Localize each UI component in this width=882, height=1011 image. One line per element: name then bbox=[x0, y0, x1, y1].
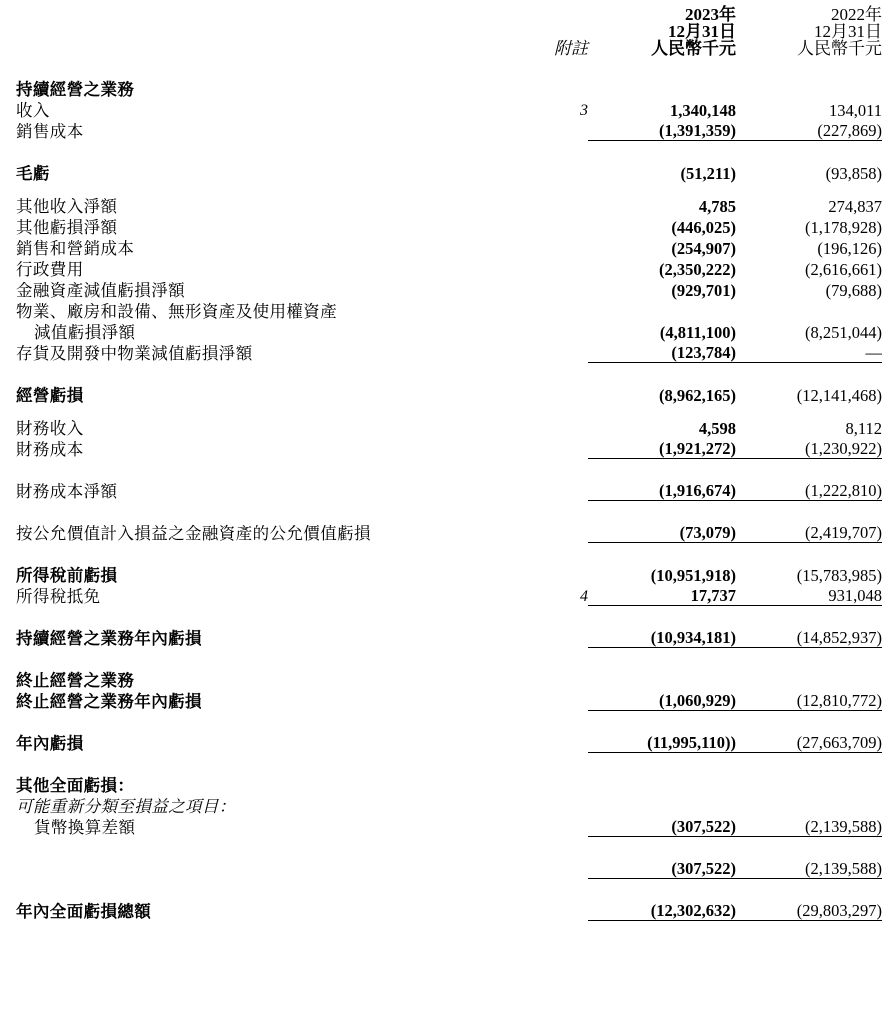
row-label: 毛虧 bbox=[16, 163, 50, 183]
row-value-previous-year: (2,419,707) bbox=[736, 521, 882, 542]
row-value-previous-year: (1,222,810) bbox=[736, 479, 882, 500]
table-row bbox=[16, 98, 882, 119]
row-value-previous-year bbox=[736, 668, 882, 689]
row-label: 其他虧損淨額 bbox=[16, 217, 118, 237]
table-header bbox=[16, 6, 882, 77]
table-row bbox=[16, 626, 882, 647]
row-note-reference bbox=[522, 899, 588, 920]
rule-spacer bbox=[16, 752, 882, 761]
rule-spacer bbox=[16, 140, 882, 149]
row-value-previous-year: (2,139,588) bbox=[736, 857, 882, 878]
table-row bbox=[16, 437, 882, 458]
header-current-unit: 人民幣千元 bbox=[651, 39, 736, 58]
table-row bbox=[16, 341, 882, 362]
row-note-reference bbox=[522, 320, 588, 341]
row-value-previous-year: (12,810,772) bbox=[736, 689, 882, 710]
row-value-previous-year: (27,663,709) bbox=[736, 731, 882, 752]
row-note-reference bbox=[522, 119, 588, 140]
row-label: 物業、廠房和設備、無形資產及使用權資產 bbox=[16, 301, 338, 321]
row-value-current-year: 1,340,148 bbox=[670, 100, 736, 120]
row-label: 可能重新分類至損益之項目： bbox=[16, 796, 236, 816]
header-spacer bbox=[16, 57, 882, 77]
row-spacer bbox=[16, 509, 882, 521]
row-spacer bbox=[16, 149, 882, 161]
row-value-current-year: (73,079) bbox=[588, 521, 736, 542]
header-previous-unit: 人民幣千元 bbox=[797, 39, 882, 58]
rule-spacer bbox=[16, 647, 882, 656]
row-label: 減值虧損淨額 bbox=[34, 322, 136, 342]
header-note-blank-2 bbox=[522, 23, 588, 40]
row-value-previous-year: (14,852,937) bbox=[736, 626, 882, 647]
row-value-previous-year: (1,178,928) bbox=[805, 217, 882, 237]
row-note-reference bbox=[522, 278, 588, 299]
table-row bbox=[16, 689, 882, 710]
row-value-current-year bbox=[588, 668, 736, 689]
row-label: 所得稅前虧損 bbox=[16, 565, 118, 585]
row-spacer bbox=[16, 845, 882, 857]
header-blank-2 bbox=[16, 23, 522, 40]
row-value-previous-year bbox=[736, 77, 882, 98]
row-note-reference bbox=[522, 383, 588, 404]
row-note-reference bbox=[522, 626, 588, 647]
row-value-current-year: (10,951,918) bbox=[650, 565, 736, 585]
row-label: 貨幣換算差額 bbox=[34, 817, 136, 837]
row-value-current-year: (307,522) bbox=[588, 815, 736, 836]
row-spacer bbox=[16, 467, 882, 479]
rule-spacer bbox=[16, 920, 882, 929]
table-row bbox=[16, 584, 882, 605]
row-value-current-year: (307,522) bbox=[588, 857, 736, 878]
table-body bbox=[16, 77, 882, 929]
table-row bbox=[16, 161, 882, 182]
table-row bbox=[16, 668, 882, 689]
header-current-date: 12月31日 bbox=[668, 22, 736, 41]
row-note-reference bbox=[522, 437, 588, 458]
row-value-previous-year bbox=[736, 299, 882, 320]
row-value-previous-year: (79,688) bbox=[825, 280, 882, 300]
rule-spacer bbox=[16, 500, 882, 509]
row-value-previous-year: 931,048 bbox=[736, 584, 882, 605]
row-label: 終止經營之業務 bbox=[16, 670, 135, 690]
row-spacer bbox=[16, 719, 882, 731]
row-note-reference: 3 bbox=[580, 102, 588, 119]
row-label: 財務成本淨額 bbox=[16, 481, 118, 501]
row-note-reference bbox=[522, 773, 588, 794]
row-value-current-year: 4,598 bbox=[698, 418, 736, 438]
header-blank-3 bbox=[16, 40, 522, 57]
row-spacer bbox=[16, 656, 882, 668]
row-label: 收入 bbox=[16, 100, 50, 120]
row-value-previous-year: — bbox=[736, 341, 882, 362]
row-note-reference bbox=[522, 668, 588, 689]
row-note-reference bbox=[522, 815, 588, 836]
row-label: 經營虧損 bbox=[16, 385, 84, 405]
header-previous-year: 2022年 bbox=[831, 5, 882, 24]
row-label: 財務成本 bbox=[16, 439, 84, 459]
table-row bbox=[16, 320, 882, 341]
table-row bbox=[16, 416, 882, 437]
row-value-current-year bbox=[588, 794, 736, 815]
row-label: 終止經營之業務年內虧損 bbox=[16, 691, 202, 711]
row-value-current-year: 17,737 bbox=[588, 584, 736, 605]
row-label: 按公允價值計入損益之金融資產的公允價值虧損 bbox=[16, 523, 371, 543]
row-label: 存貨及開發中物業減值虧損淨額 bbox=[16, 343, 253, 363]
row-value-current-year: (2,350,222) bbox=[659, 259, 736, 279]
row-note-reference bbox=[522, 299, 588, 320]
header-blank bbox=[16, 6, 522, 23]
table-row bbox=[16, 899, 882, 920]
table-row bbox=[16, 383, 882, 404]
row-value-current-year: (8,962,165) bbox=[659, 385, 736, 405]
row-note-reference bbox=[522, 341, 588, 362]
row-label: 財務收入 bbox=[16, 418, 84, 438]
table-row bbox=[16, 857, 882, 878]
rule-spacer bbox=[16, 836, 882, 845]
row-value-previous-year: (2,616,661) bbox=[805, 259, 882, 279]
row-note-reference bbox=[522, 563, 588, 584]
table-row bbox=[16, 278, 882, 299]
rule-spacer bbox=[16, 710, 882, 719]
row-note-reference bbox=[522, 479, 588, 500]
table-row bbox=[16, 815, 882, 836]
header-previous-date: 12月31日 bbox=[814, 22, 882, 41]
row-spacer bbox=[16, 371, 882, 383]
row-note-reference bbox=[522, 416, 588, 437]
row-note-reference bbox=[522, 236, 588, 257]
header-row-date bbox=[16, 23, 882, 40]
row-label: 年內虧損 bbox=[16, 733, 84, 753]
table-row bbox=[16, 731, 882, 752]
row-value-previous-year: (29,803,297) bbox=[736, 899, 882, 920]
row-note-reference bbox=[522, 857, 588, 878]
rule-spacer bbox=[16, 605, 882, 614]
row-label: 持續經營之業務年內虧損 bbox=[16, 628, 202, 648]
row-value-current-year: (12,302,632) bbox=[588, 899, 736, 920]
row-value-current-year bbox=[588, 77, 736, 98]
row-value-previous-year: (12,141,468) bbox=[796, 385, 882, 405]
row-value-current-year: (1,916,674) bbox=[588, 479, 736, 500]
row-note-reference bbox=[522, 194, 588, 215]
table-row bbox=[16, 794, 882, 815]
row-label: 行政費用 bbox=[16, 259, 84, 279]
row-label: 所得稅抵免 bbox=[16, 586, 101, 606]
row-note-reference bbox=[522, 161, 588, 182]
table-row bbox=[16, 236, 882, 257]
table-row bbox=[16, 521, 882, 542]
row-value-current-year: (1,060,929) bbox=[588, 689, 736, 710]
income-statement-table bbox=[16, 6, 882, 929]
row-value-previous-year: 134,011 bbox=[828, 100, 882, 120]
header-note-label: 附註 bbox=[554, 39, 588, 58]
row-value-previous-year: (196,126) bbox=[817, 238, 882, 258]
row-value-previous-year: (227,869) bbox=[736, 119, 882, 140]
row-value-current-year: (51,211) bbox=[680, 163, 736, 183]
row-label: 其他全面虧損： bbox=[16, 775, 135, 795]
row-spacer bbox=[16, 614, 882, 626]
row-spacer bbox=[16, 404, 882, 416]
row-note-reference bbox=[522, 257, 588, 278]
table-row bbox=[16, 215, 882, 236]
row-value-current-year bbox=[588, 299, 736, 320]
row-value-previous-year: (8,251,044) bbox=[805, 322, 882, 342]
row-note-reference bbox=[522, 521, 588, 542]
rule-spacer bbox=[16, 878, 882, 887]
row-value-previous-year: (1,230,922) bbox=[736, 437, 882, 458]
row-value-current-year: (10,934,181) bbox=[588, 626, 736, 647]
header-current-year: 2023年 bbox=[685, 5, 736, 24]
row-spacer bbox=[16, 887, 882, 899]
row-note-reference bbox=[522, 794, 588, 815]
row-value-previous-year: (15,783,985) bbox=[796, 565, 882, 585]
table-row bbox=[16, 257, 882, 278]
row-note-reference bbox=[522, 731, 588, 752]
table-row bbox=[16, 77, 882, 98]
row-label: 銷售和營銷成本 bbox=[16, 238, 135, 258]
row-value-previous-year bbox=[736, 794, 882, 815]
row-value-current-year: (123,784) bbox=[588, 341, 736, 362]
row-value-current-year: 4,785 bbox=[698, 196, 736, 216]
row-value-current-year: (4,811,100) bbox=[659, 322, 736, 342]
table-row bbox=[16, 563, 882, 584]
table-row bbox=[16, 479, 882, 500]
header-row-unit bbox=[16, 40, 882, 57]
rule-spacer bbox=[16, 458, 882, 467]
row-spacer bbox=[16, 551, 882, 563]
row-note-reference bbox=[522, 215, 588, 236]
row-label: 其他收入淨額 bbox=[16, 196, 118, 216]
rule-spacer bbox=[16, 362, 882, 371]
row-value-current-year: (1,921,272) bbox=[588, 437, 736, 458]
row-value-current-year: (446,025) bbox=[671, 217, 736, 237]
row-label: 金融資產減值虧損淨額 bbox=[16, 280, 185, 300]
row-label bbox=[16, 857, 522, 878]
row-note-reference: 4 bbox=[580, 588, 588, 605]
row-value-previous-year: 8,112 bbox=[845, 418, 882, 438]
table-row bbox=[16, 194, 882, 215]
row-value-previous-year: 274,837 bbox=[828, 196, 882, 216]
row-value-current-year bbox=[588, 773, 736, 794]
row-note-reference bbox=[522, 689, 588, 710]
table-row bbox=[16, 119, 882, 140]
row-value-current-year: (1,391,359) bbox=[588, 119, 736, 140]
row-label: 年內全面虧損總額 bbox=[16, 901, 152, 921]
row-value-previous-year: (2,139,588) bbox=[736, 815, 882, 836]
row-value-current-year: (254,907) bbox=[671, 238, 736, 258]
rule-spacer bbox=[16, 542, 882, 551]
row-label: 銷售成本 bbox=[16, 121, 84, 141]
row-label: 持續經營之業務 bbox=[16, 79, 135, 99]
row-spacer bbox=[16, 761, 882, 773]
row-value-previous-year bbox=[736, 773, 882, 794]
row-spacer bbox=[16, 182, 882, 194]
row-note-reference bbox=[522, 77, 588, 98]
header-note-blank bbox=[522, 6, 588, 23]
header-row-year bbox=[16, 6, 882, 23]
row-value-previous-year: (93,858) bbox=[825, 163, 882, 183]
row-value-current-year: (11,995,110)) bbox=[588, 731, 736, 752]
row-value-current-year: (929,701) bbox=[671, 280, 736, 300]
table-row bbox=[16, 773, 882, 794]
table-row bbox=[16, 299, 882, 320]
